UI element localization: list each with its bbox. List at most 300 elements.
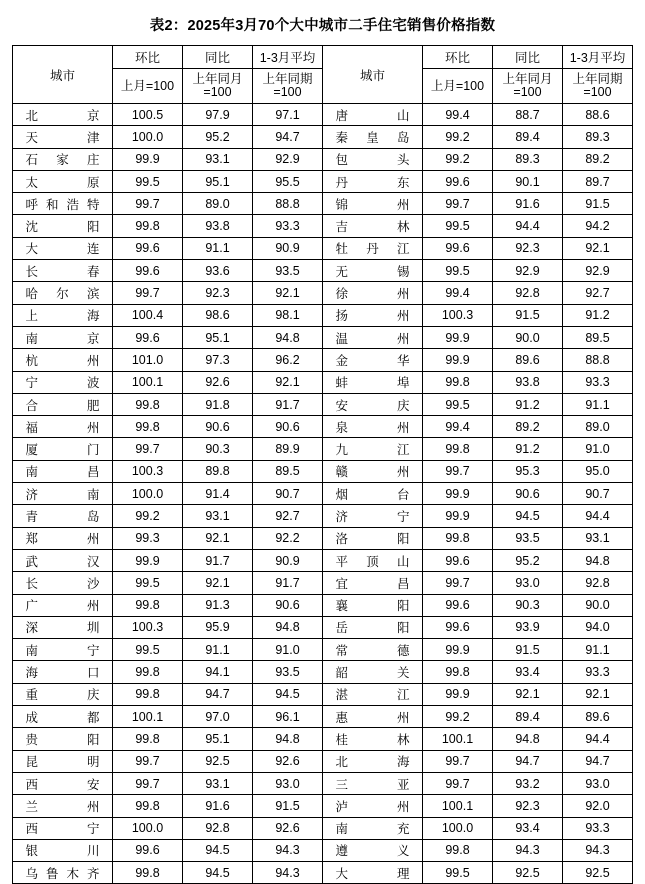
city-name-left: [13, 438, 113, 460]
value-yoy-left: 92.6: [183, 371, 253, 393]
city-label: 无锡: [335, 264, 410, 279]
value-yoy-left: 95.9: [183, 616, 253, 638]
value-yoy-right: 93.5: [493, 527, 563, 549]
value-yoy-left: 93.8: [183, 215, 253, 237]
city-name-right: [323, 549, 423, 571]
value-mom-right: 100.1: [423, 728, 493, 750]
header-group-mom-right: 环比: [423, 46, 493, 69]
city-name-right: [323, 393, 423, 415]
city-name-right: [323, 260, 423, 282]
value-mom-right: 99.6: [423, 237, 493, 259]
header-base-yoy-left-line2: =100: [203, 85, 232, 99]
page-title: 表2：2025年3月70个大中城市二手住宅销售价格指数: [149, 18, 496, 34]
value-mom-right: 99.6: [423, 616, 493, 638]
value-avg-right: 93.3: [563, 817, 633, 839]
city-name-left: [13, 527, 113, 549]
value-mom-right: 99.9: [423, 483, 493, 505]
value-mom-right: 100.3: [423, 304, 493, 326]
city-name-right: [323, 616, 423, 638]
city-name-left: [13, 862, 113, 884]
value-avg-right: 94.0: [563, 616, 633, 638]
value-yoy-right: 90.6: [493, 483, 563, 505]
value-yoy-right: 89.3: [493, 148, 563, 170]
value-mom-right: 99.4: [423, 416, 493, 438]
table-row: [13, 438, 633, 460]
city-label: 天津: [25, 130, 100, 145]
value-yoy-left: 94.7: [183, 683, 253, 705]
city-label: 昆明: [25, 755, 100, 770]
value-avg-right: 89.2: [563, 148, 633, 170]
city-name-left: [13, 706, 113, 728]
city-label: 泉州: [335, 420, 410, 435]
value-mom-left: 99.8: [113, 594, 183, 616]
city-label: 兰州: [25, 799, 100, 814]
city-name-left: [13, 594, 113, 616]
header-base-mom-left: 上月=100: [113, 69, 183, 104]
city-label: 常德: [335, 643, 410, 658]
city-label: 泸州: [335, 799, 410, 814]
table-row: [13, 416, 633, 438]
value-mom-right: 99.6: [423, 594, 493, 616]
city-name-left: [13, 326, 113, 348]
value-avg-right: 89.0: [563, 416, 633, 438]
city-name-right: [323, 460, 423, 482]
value-mom-right: 99.4: [423, 282, 493, 304]
city-name-left: [13, 104, 113, 126]
city-label: 岳阳: [335, 621, 410, 636]
city-name-left: [13, 148, 113, 170]
value-avg-right: 92.0: [563, 795, 633, 817]
value-avg-left: 92.1: [253, 282, 323, 304]
city-name-left: [13, 215, 113, 237]
city-label: 洛阳: [335, 532, 410, 547]
value-avg-left: 90.9: [253, 237, 323, 259]
value-mom-left: 99.5: [113, 639, 183, 661]
value-yoy-right: 92.8: [493, 282, 563, 304]
value-mom-right: 99.9: [423, 349, 493, 371]
city-label: 秦皇岛: [335, 130, 410, 145]
city-name-right: [323, 728, 423, 750]
value-mom-left: 99.6: [113, 260, 183, 282]
city-label: 湛江: [335, 688, 410, 703]
header-group-avg-left: 1-3月平均: [253, 46, 323, 69]
value-yoy-right: 92.3: [493, 795, 563, 817]
value-mom-left: 100.1: [113, 706, 183, 728]
value-mom-right: 99.6: [423, 170, 493, 192]
table-row: [13, 728, 633, 750]
value-avg-right: 88.8: [563, 349, 633, 371]
value-avg-left: 91.5: [253, 795, 323, 817]
value-yoy-right: 91.6: [493, 193, 563, 215]
table-row: [13, 683, 633, 705]
header-base-yoy-left-line1: 上年同月: [192, 72, 243, 86]
value-avg-right: 89.7: [563, 170, 633, 192]
city-label: 哈尔滨: [25, 287, 100, 302]
city-name-right: [323, 639, 423, 661]
value-avg-right: 91.5: [563, 193, 633, 215]
value-yoy-right: 93.8: [493, 371, 563, 393]
city-name-right: [323, 170, 423, 192]
city-name-left: [13, 750, 113, 772]
value-avg-left: 93.5: [253, 260, 323, 282]
value-mom-right: 99.6: [423, 549, 493, 571]
value-mom-left: 99.3: [113, 527, 183, 549]
city-name-right: [323, 817, 423, 839]
table-row: [13, 393, 633, 415]
value-mom-left: 99.6: [113, 326, 183, 348]
table-row: [13, 549, 633, 571]
city-name-left: [13, 126, 113, 148]
city-name-left: [13, 817, 113, 839]
city-label: 济南: [25, 487, 100, 502]
value-avg-left: 90.9: [253, 549, 323, 571]
header-city-right: 城市: [323, 46, 423, 104]
table-row: [13, 505, 633, 527]
table-row: [13, 817, 633, 839]
city-label: 大连: [25, 242, 100, 257]
city-label: 青岛: [25, 509, 100, 524]
value-yoy-left: 95.1: [183, 728, 253, 750]
table-row: [13, 795, 633, 817]
city-name-left: [13, 772, 113, 794]
value-avg-right: 89.6: [563, 706, 633, 728]
table-row: [13, 371, 633, 393]
city-label: 石家庄: [25, 153, 100, 168]
table-row: [13, 616, 633, 638]
value-avg-right: 93.0: [563, 772, 633, 794]
value-mom-left: 100.0: [113, 126, 183, 148]
city-name-left: [13, 549, 113, 571]
value-yoy-left: 90.6: [183, 416, 253, 438]
value-mom-left: 99.7: [113, 772, 183, 794]
city-name-left: [13, 237, 113, 259]
value-yoy-left: 94.1: [183, 661, 253, 683]
table-row: [13, 839, 633, 861]
table-row: [13, 639, 633, 661]
value-yoy-left: 93.6: [183, 260, 253, 282]
value-yoy-right: 94.3: [493, 839, 563, 861]
city-name-left: [13, 683, 113, 705]
city-label: 福州: [25, 420, 100, 435]
city-label: 韶关: [335, 666, 410, 681]
value-mom-right: 99.4: [423, 104, 493, 126]
value-avg-left: 89.9: [253, 438, 323, 460]
value-yoy-left: 91.7: [183, 549, 253, 571]
city-label: 南充: [335, 822, 410, 837]
value-yoy-right: 95.3: [493, 460, 563, 482]
city-name-right: [323, 282, 423, 304]
value-yoy-left: 95.1: [183, 326, 253, 348]
table-header: [13, 46, 633, 104]
value-avg-left: 90.7: [253, 483, 323, 505]
value-mom-left: 99.7: [113, 282, 183, 304]
value-avg-right: 91.1: [563, 393, 633, 415]
value-yoy-left: 92.5: [183, 750, 253, 772]
city-name-right: [323, 104, 423, 126]
value-avg-right: 92.1: [563, 683, 633, 705]
value-mom-left: 99.8: [113, 393, 183, 415]
price-index-table: [12, 45, 633, 884]
value-mom-left: 100.3: [113, 460, 183, 482]
value-mom-left: 99.8: [113, 215, 183, 237]
value-yoy-right: 94.5: [493, 505, 563, 527]
city-label: 大理: [335, 866, 410, 881]
city-name-right: [323, 661, 423, 683]
table-row: [13, 148, 633, 170]
value-yoy-left: 92.1: [183, 527, 253, 549]
value-yoy-right: 92.5: [493, 862, 563, 884]
city-name-right: [323, 326, 423, 348]
value-mom-left: 99.7: [113, 193, 183, 215]
header-group-mom-left: 环比: [113, 46, 183, 69]
value-mom-right: 99.9: [423, 683, 493, 705]
city-name-left: [13, 170, 113, 192]
header-base-avg-left-line1: 上年同期: [262, 72, 313, 86]
value-mom-right: 99.7: [423, 772, 493, 794]
city-label: 海口: [25, 666, 100, 681]
table-row: [13, 126, 633, 148]
value-yoy-right: 90.3: [493, 594, 563, 616]
value-yoy-right: 89.6: [493, 349, 563, 371]
value-mom-right: 99.9: [423, 639, 493, 661]
header-base-avg-right-line2: =100: [583, 85, 612, 99]
city-label: 扬州: [335, 309, 410, 324]
value-yoy-right: 93.9: [493, 616, 563, 638]
city-name-right: [323, 505, 423, 527]
header-base-yoy-right: [493, 69, 563, 104]
value-avg-left: 90.6: [253, 416, 323, 438]
city-label: 吉林: [335, 220, 410, 235]
city-name-right: [323, 148, 423, 170]
city-name-left: [13, 639, 113, 661]
table-row: [13, 260, 633, 282]
city-name-left: [13, 416, 113, 438]
value-yoy-left: 92.1: [183, 572, 253, 594]
value-yoy-left: 91.3: [183, 594, 253, 616]
value-mom-left: 99.2: [113, 505, 183, 527]
value-mom-right: 100.1: [423, 795, 493, 817]
table-row: [13, 772, 633, 794]
city-label: 乌鲁木齐: [25, 866, 100, 881]
city-label: 牡丹江: [335, 242, 410, 257]
value-avg-right: 94.4: [563, 505, 633, 527]
value-yoy-left: 94.5: [183, 839, 253, 861]
city-label: 深圳: [25, 621, 100, 636]
value-avg-right: 93.1: [563, 527, 633, 549]
city-label: 烟台: [335, 487, 410, 502]
header-base-avg-right-line1: 上年同期: [572, 72, 623, 86]
value-mom-left: 99.6: [113, 237, 183, 259]
table-row: [13, 104, 633, 126]
header-base-avg-right: [563, 69, 633, 104]
value-mom-right: 99.9: [423, 505, 493, 527]
value-mom-left: 100.0: [113, 483, 183, 505]
city-name-right: [323, 527, 423, 549]
value-avg-left: 94.3: [253, 839, 323, 861]
value-avg-left: 94.8: [253, 616, 323, 638]
value-mom-right: 99.8: [423, 527, 493, 549]
city-name-right: [323, 862, 423, 884]
city-name-right: [323, 750, 423, 772]
value-yoy-right: 89.2: [493, 416, 563, 438]
city-label: 杭州: [25, 353, 100, 368]
city-label: 贵阳: [25, 732, 100, 747]
value-avg-left: 94.8: [253, 326, 323, 348]
value-yoy-right: 92.9: [493, 260, 563, 282]
table-row: [13, 215, 633, 237]
city-label: 惠州: [335, 710, 410, 725]
city-name-left: [13, 616, 113, 638]
city-name-right: [323, 706, 423, 728]
city-label: 沈阳: [25, 220, 100, 235]
value-mom-right: 99.5: [423, 393, 493, 415]
city-label: 锦州: [335, 197, 410, 212]
value-mom-right: 99.7: [423, 460, 493, 482]
value-mom-right: 99.5: [423, 862, 493, 884]
city-label: 南京: [25, 331, 100, 346]
value-mom-right: 99.7: [423, 750, 493, 772]
value-avg-right: 93.3: [563, 371, 633, 393]
value-yoy-right: 94.8: [493, 728, 563, 750]
value-mom-right: 99.2: [423, 706, 493, 728]
value-mom-left: 99.8: [113, 661, 183, 683]
value-mom-left: 100.0: [113, 817, 183, 839]
city-label: 包头: [335, 153, 410, 168]
city-label: 北海: [335, 755, 410, 770]
table-row: [13, 170, 633, 192]
city-label: 西宁: [25, 822, 100, 837]
value-mom-left: 99.8: [113, 683, 183, 705]
header-base-yoy-right-line2: =100: [513, 85, 542, 99]
table-row: [13, 237, 633, 259]
value-avg-right: 94.2: [563, 215, 633, 237]
header-group-avg-right: 1-3月平均: [563, 46, 633, 69]
value-avg-left: 88.8: [253, 193, 323, 215]
value-avg-left: 90.6: [253, 594, 323, 616]
table-row: [13, 304, 633, 326]
value-yoy-left: 89.0: [183, 193, 253, 215]
value-mom-right: 99.9: [423, 326, 493, 348]
city-label: 桂林: [335, 732, 410, 747]
value-avg-right: 91.2: [563, 304, 633, 326]
value-yoy-right: 92.3: [493, 237, 563, 259]
table-row: [13, 193, 633, 215]
city-label: 长沙: [25, 576, 100, 591]
city-label: 唐山: [335, 108, 410, 123]
city-label: 济宁: [335, 509, 410, 524]
value-avg-right: 94.8: [563, 549, 633, 571]
value-mom-left: 99.8: [113, 862, 183, 884]
city-label: 安庆: [335, 398, 410, 413]
city-name-right: [323, 683, 423, 705]
value-avg-left: 91.0: [253, 639, 323, 661]
city-label: 南昌: [25, 465, 100, 480]
value-avg-left: 96.1: [253, 706, 323, 728]
value-yoy-right: 91.5: [493, 304, 563, 326]
table-row: [13, 282, 633, 304]
header-row-groups: [13, 46, 633, 69]
value-mom-right: 99.8: [423, 661, 493, 683]
value-mom-left: 101.0: [113, 349, 183, 371]
city-label: 赣州: [335, 465, 410, 480]
value-avg-left: 92.2: [253, 527, 323, 549]
table-row: [13, 661, 633, 683]
header-base-avg-left-line2: =100: [273, 85, 302, 99]
value-yoy-left: 92.8: [183, 817, 253, 839]
value-mom-left: 99.5: [113, 572, 183, 594]
value-avg-right: 92.8: [563, 572, 633, 594]
city-label: 武汉: [25, 554, 100, 569]
value-yoy-right: 93.4: [493, 817, 563, 839]
value-mom-left: 99.6: [113, 839, 183, 861]
city-label: 长春: [25, 264, 100, 279]
value-avg-left: 91.7: [253, 393, 323, 415]
value-mom-right: 99.8: [423, 839, 493, 861]
table-row: [13, 572, 633, 594]
city-label: 合肥: [25, 398, 100, 413]
value-yoy-left: 97.9: [183, 104, 253, 126]
value-yoy-left: 92.3: [183, 282, 253, 304]
value-avg-left: 97.1: [253, 104, 323, 126]
city-name-left: [13, 393, 113, 415]
city-label: 厦门: [25, 443, 100, 458]
value-mom-left: 100.5: [113, 104, 183, 126]
city-label: 金华: [335, 353, 410, 368]
value-yoy-left: 97.0: [183, 706, 253, 728]
value-avg-left: 91.7: [253, 572, 323, 594]
table-row: [13, 750, 633, 772]
value-mom-left: 99.7: [113, 750, 183, 772]
value-mom-right: 99.2: [423, 148, 493, 170]
value-avg-left: 89.5: [253, 460, 323, 482]
city-label: 成都: [25, 710, 100, 725]
value-mom-right: 99.2: [423, 126, 493, 148]
value-yoy-left: 93.1: [183, 505, 253, 527]
value-mom-left: 99.8: [113, 728, 183, 750]
city-label: 徐州: [335, 287, 410, 302]
table-row: [13, 706, 633, 728]
city-label: 郑州: [25, 532, 100, 547]
value-mom-right: 99.8: [423, 371, 493, 393]
header-base-avg-left: [253, 69, 323, 104]
value-yoy-right: 93.2: [493, 772, 563, 794]
value-yoy-right: 91.2: [493, 438, 563, 460]
city-name-left: [13, 371, 113, 393]
value-yoy-right: 91.2: [493, 393, 563, 415]
value-avg-right: 89.3: [563, 126, 633, 148]
city-label: 宜昌: [335, 576, 410, 591]
city-name-right: [323, 438, 423, 460]
value-avg-left: 92.7: [253, 505, 323, 527]
header-city-left: 城市: [13, 46, 113, 104]
value-yoy-right: 93.4: [493, 661, 563, 683]
value-avg-left: 92.6: [253, 817, 323, 839]
city-name-right: [323, 371, 423, 393]
value-yoy-left: 91.6: [183, 795, 253, 817]
header-base-yoy-left: [183, 69, 253, 104]
value-avg-right: 94.3: [563, 839, 633, 861]
city-label: 遵义: [335, 844, 410, 859]
value-avg-right: 94.7: [563, 750, 633, 772]
table-row: [13, 326, 633, 348]
value-yoy-left: 89.8: [183, 460, 253, 482]
city-label: 蚌埠: [335, 376, 410, 391]
value-mom-left: 99.8: [113, 795, 183, 817]
city-name-left: [13, 349, 113, 371]
value-avg-left: 95.5: [253, 170, 323, 192]
city-label: 宁波: [25, 376, 100, 391]
city-label: 北京: [25, 108, 100, 123]
